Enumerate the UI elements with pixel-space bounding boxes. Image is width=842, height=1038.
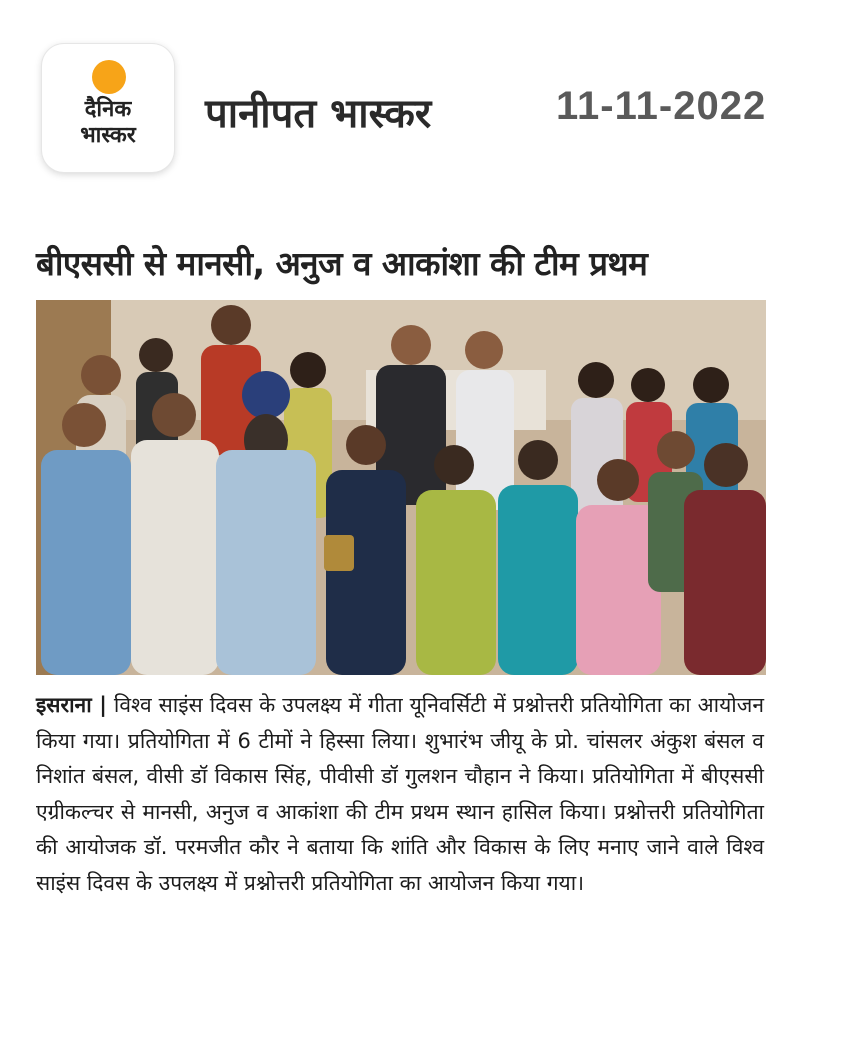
newspaper-header	[0, 0, 842, 200]
group-photo	[36, 300, 766, 675]
logo-line-2: भास्कर	[80, 123, 136, 148]
edition-name: पानीपत भास्कर	[205, 91, 432, 137]
logo-line-1: दैनिक	[84, 97, 132, 122]
dainik-bhaskar-logo	[42, 44, 174, 172]
article-dateline: इसराना |	[36, 693, 107, 717]
sun-icon	[92, 60, 126, 94]
article-headline: बीएससी से मानसी, अनुज व आकांशा की टीम प्रथम	[36, 244, 648, 283]
article-text: विश्व साइंस दिवस के उपलक्ष्य में गीता यूनिवर्सिटी में प्रश्नोत्तरी प्रतियोगिता का आयोजन किया गया। प्रतियोगिता में 6 टीमों ने हिस्सा लिया। शुभारंभ जीयू के प्रो. चांसलर अंकुश बंसल व निशांत बंसल, वीसी डॉ विकास सिंह, पीवीसी डॉ गुलशन चौहान ने किया। प्रतियोगिता में बीएससी एग्रीकल्चर से मानसी, अनुज व आकांशा की टीम प्रथम स्थान हासिल किया। प्रश्नोत्तरी प्रतियोगिता की आयोजक डॉ. परमजीत कौर ने बताया कि शांति और विकास के लिए मनाए जाने वाले विश्व साइंस दिवस के उपलक्ष्य में प्रश्नोत्तरी प्रतियोगिता का आयोजन किया गया।	[36, 693, 764, 895]
publication-date: 11-11-2022	[556, 84, 767, 128]
article-body	[36, 688, 764, 902]
